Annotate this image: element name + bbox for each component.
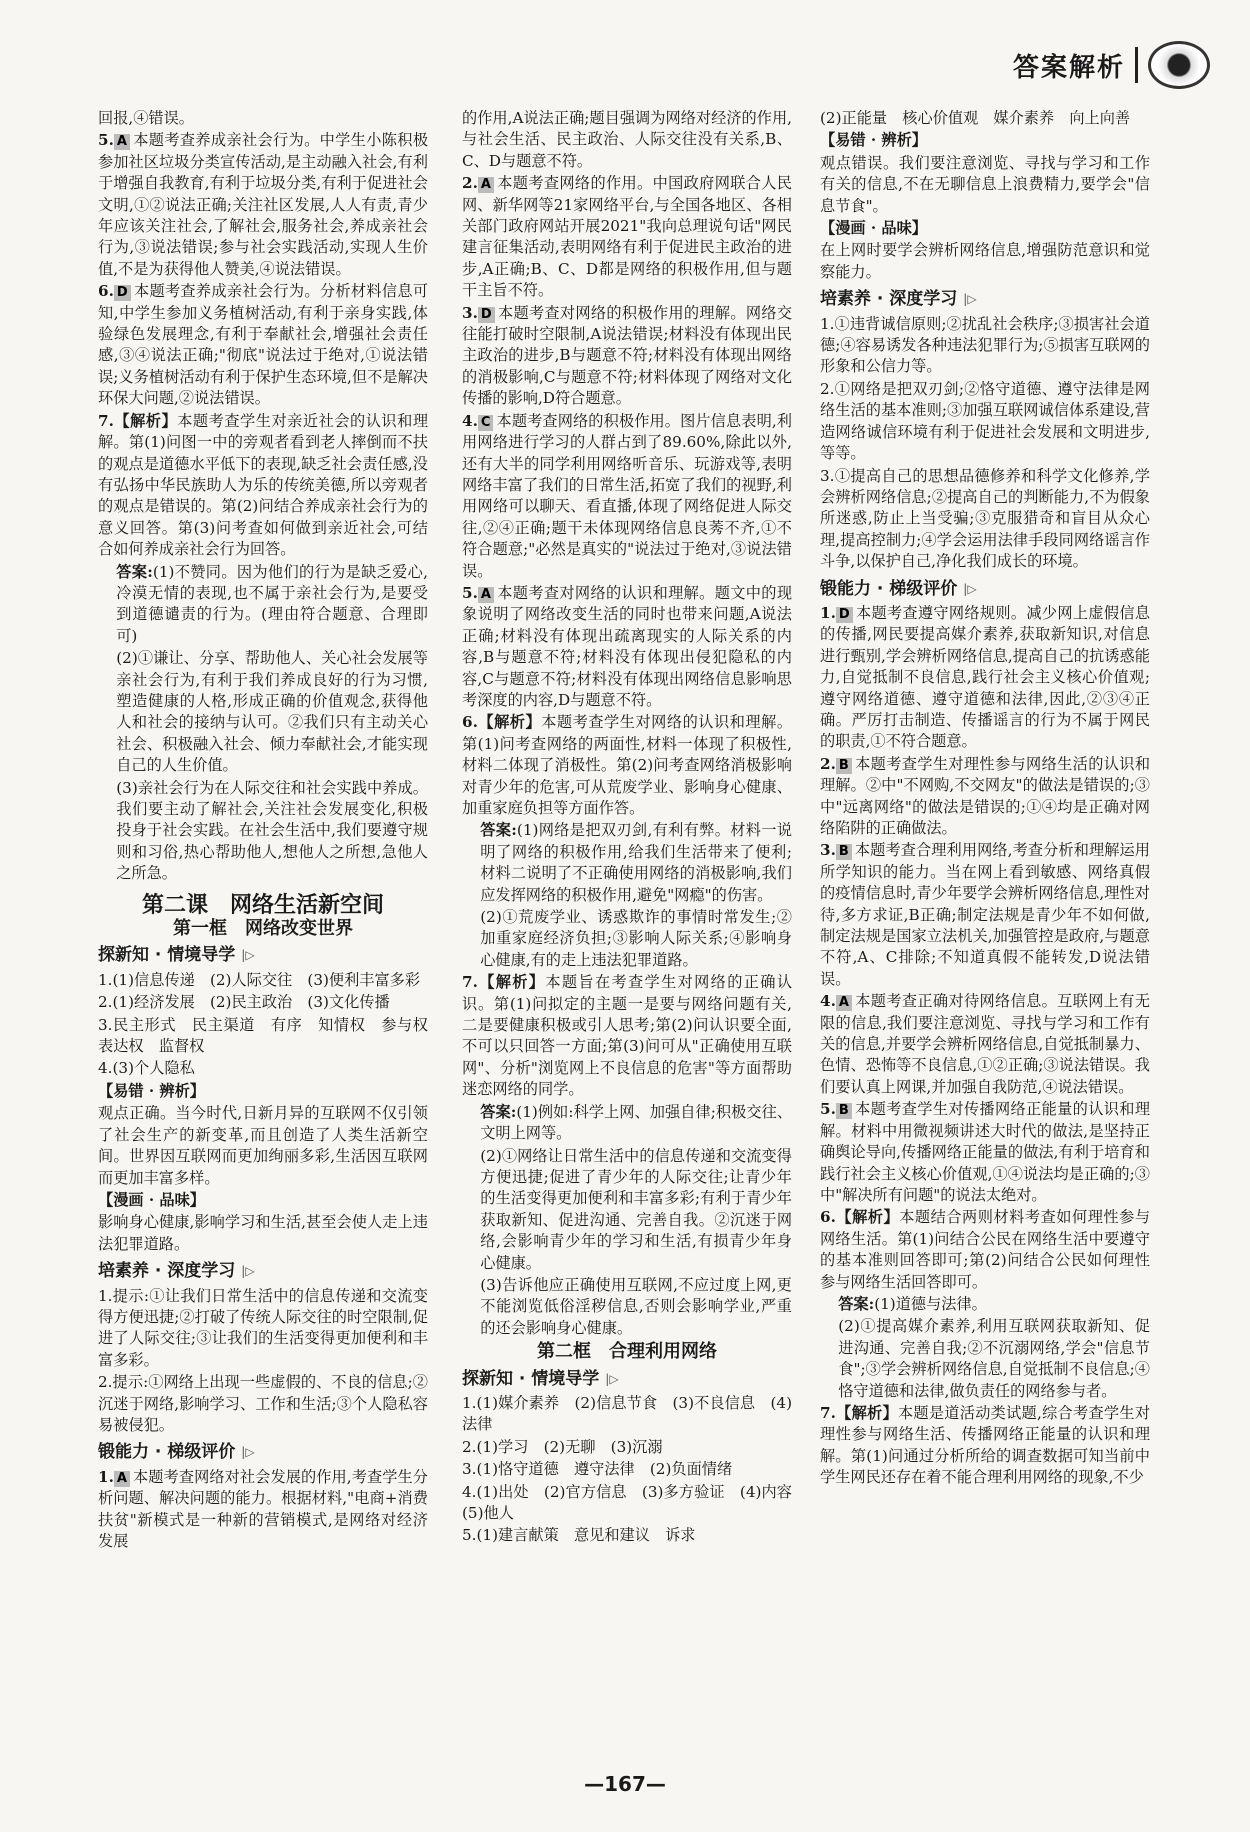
answer-item-6: 6.【解析】本题结合两则材料考查如何理性参与网络生活。第(1)问结合公民在网络生活中要遵守的基本准则回答即可;第(2)问结合公民如何理性参与网络生活回答即可。: [820, 1208, 1151, 1291]
answer-item-7: 7.【解析】本题旨在考查学生对网络的正确认识。第(1)问拟定的主题一是要与网络问题有关,二是要健康积极或引人思考;第(2)问认识要全面,不可以只回答一方面;第(3)问可从"正确使用互联网"、分析"浏览网上不良信息的危害"等方面帮助迷恋网络的同学。: [462, 973, 793, 1099]
answer-item-5: 5. A 本题考查养成亲社会行为。中学生小陈积极参加社区垃圾分类宣传活动,是主动融入社会,有利于增强自我教育,有利于垃圾分类,有利于促进社会文明,①②说法正确;关注社区发展,人人有责,青少年应该关注社会,了解社会,服务社会,养成亲社会行为,③说法错误;参与社会实践活动,实现人生价值,不是为获得他人赞美,④说法错误。: [98, 131, 428, 278]
answer-item-3: 3. B 本题考查合理利用网络,考查分析和理解运用所学知识的能力。当在网上看到敏感、网络真假的疫情信息时,青少年要学会辨析网络信息,理性对待,多方求证,B正确;制定法规是青少年不如何做,制定法规是国家立法机关,加强管控是政府,与题意不符,A、C排除;不知道真假不能转发,D说法错误。: [820, 841, 1150, 988]
answer-badge: B: [836, 1103, 852, 1119]
page-header: [940, 40, 1210, 90]
answer-text: (3)亲社会行为在人际交往和社会实践中养成。我们要主动了解社会,关注社会发展变化,积极投身于社会实践。在社会生活中,我们要遵守规则和习俗,热心帮助他人,想他人之所想,急他人之所急。: [116, 778, 428, 883]
section-heading: 锻能力 · 梯级评价 |▷: [820, 578, 977, 599]
logo-icon: [1148, 41, 1210, 89]
answer-badge: D: [478, 307, 495, 323]
frame-title: 第一框 网络改变世界: [173, 918, 353, 940]
answer-item-4: 4. A 本题考查正确对待网络信息。互联网上有无限的信息,我们要注意浏览、寻找与学习和工作有关的信息,并要学会辨析网络信息,自觉抵制暴力、色情、恐怖等不良信息,①②正确;③说法错误。我们要认真上网课,并加强自我防范,④说法错误。: [820, 992, 1150, 1096]
list-item: 2.(1)经济发展 (2)民主政治 (3)文化传播: [98, 993, 390, 1012]
answer-text: 答案:(1)不赞同。因为他们的行为是缺乏爱心,冷漠无情的表现,也不属于亲社会行为,是要受到道德谴责的行为。(理由符合题意、合理即可): [116, 562, 429, 645]
text-block: 回报,④错误。: [98, 109, 194, 127]
answer-text: (2)①网络让日常生活中的信息传递和交流变得方便迅捷;促进了青少年的人际交往;让青少年的生活变得更加便利和丰富多彩;有利于青少年获取新知、促进沟通、完善自我。②沉迷于网络,会影响青少年的学习和生活,有损青少年身心健康。: [480, 1146, 792, 1272]
column-middle: [462, 108, 808, 1548]
column-left: [98, 108, 444, 1553]
answer-badge: A: [836, 995, 852, 1011]
answer-text: (2)①谦让、分享、帮助他人、关心社会发展等亲社会行为,有利于我们养成良好的行为习惯,塑造健康的人格,形成正确的价值观念,获得他人和社会的接纳与认可。②我们只有主动关心社会、积极融入社会、倾力奉献社会,才能实现自己的人生价值。: [116, 649, 428, 775]
text-block: (2)正能量 核心价值观 媒介素养 向上向善: [820, 109, 1131, 127]
arrow-icon: |▷: [241, 1264, 255, 1279]
answer-item-2: 2. A 本题考查网络的作用。中国政府网联合人民网、新华网等21家网络平台,与全国各地区、各相关部门政府网站开展2021"我向总理说句话"网民建言征集活动,表明网络有利于促进民主政治的进步,A正确;B、C、D都是网络的积极作用,但与题干主旨不符。: [462, 174, 792, 300]
sub-heading: 【漫画 · 品味】: [820, 219, 927, 238]
section-heading: 培素养 · 深度学习 |▷: [820, 289, 977, 310]
list-item: 4.(1)出处 (2)官方信息 (3)多方验证 (4)内容 (5)他人: [462, 1482, 808, 1522]
answer-badge: D: [114, 285, 131, 301]
answer-badge: A: [478, 587, 494, 603]
sub-heading: 【易错 · 辨析】: [98, 1081, 205, 1100]
answer-item-3: 3. D 本题考查对网络的积极作用的理解。网络交往能打破时空限制,A说法错误;材料没有体现出民主政治的进步,B与题意不符;材料没有体现出网络的消极影响,C与题意不符;材料体现了网络对文化传播的影响,D符合题意。: [462, 303, 792, 408]
answer-item-7: 7.【解析】本题是道活动类试题,综合考查学生对理性参与网络生活、传播网络正能量的认识和理解。第(1)问通过分析所给的调查数据可知当前中学生网民还存在着不能合理利用网络的现象,不少: [820, 1403, 1151, 1487]
lesson-title: 第二课 网络生活新空间: [141, 892, 384, 918]
header-title: 答案解析: [1012, 52, 1125, 83]
answer-text: 答案:(1)例如:科学上网、加强自律;积极交往、文明上网等。: [480, 1102, 793, 1143]
text-block: 的作用,A说法正确;题目强调为网络对经济的作用,与社会生活、民主政治、人际交往没有关系,B、C、D与题意不符。: [462, 109, 792, 170]
arrow-icon: |▷: [241, 1445, 255, 1460]
list-item: 2.①网络是把双刃剑;②恪守道德、遵守法律是网络生活的基本准则;③加强互联网诚信体系建设,营造网络诚信环境有利于促进社会发展和文明进步,等等。: [820, 379, 1150, 463]
answer-item-6: 6.【解析】本题考查学生对网络的认识和理解。第(1)问考查网络的两面性,材料一体现了积极性,材料二体现了消极性。第(2)问考查网络消极影响对青少年的危害,可从荒废学业、影响身心健康、加重家庭负担等方面作答。: [462, 713, 793, 817]
section-heading: 锻能力 · 梯级评价 |▷: [98, 1442, 255, 1463]
list-item: 1.提示:①让我们日常生活中的信息传递和交流变得方便迅捷;②打破了传统人际交往的时空限制,促进了人际交往;③让我们的生活变得更加便利和丰富多彩。: [98, 1286, 428, 1369]
page-number: —167—: [584, 1772, 666, 1796]
answer-item-2: 2. B 本题考查学生对理性参与网络生活的认识和理解。②中"不网购,不交网友"的做法是错误的;③中"远离网络"的做法是错误的;①④均是正确对网络陷阱的正确做法。: [820, 754, 1150, 837]
arrow-icon: |▷: [241, 948, 255, 963]
sub-heading: 【易错 · 辨析】: [820, 131, 927, 150]
list-item: 5.(1)建言献策 意见和建议 诉求: [462, 1526, 696, 1545]
answer-item-6: 6. D 本题考查养成亲社会行为。分析材料信息可知,中学生参加义务植树活动,有利于亲身实践,体验绿色发展理念,有利于奉献社会,增强社会责任感,③④说法正确;"彻底"说法过于绝对,①说法错误;义务植树活动有利于保护生态环境,但不是解决环保大问题,②说法错误。: [98, 282, 428, 408]
list-item: 2.提示:①网络上出现一些虚假的、不良的信息;②沉迷于网络,影响学习、工作和生活;③个人隐私容易被侵犯。: [98, 1373, 428, 1434]
list-item: 3.(1)恪守道德 遵守法律 (2)负面情绪: [462, 1460, 733, 1479]
section-heading: 培素养 · 深度学习 |▷: [98, 1261, 255, 1282]
answer-text: (2)①提高媒介素养,利用互联网获取新知、促进沟通、完善自我;②不沉溺网络,学会"信息节食";③学会辨析网络信息,自觉抵制不良信息;④恪守道德和法律,做负责任的网络参与者。: [838, 1317, 1150, 1400]
answer-text: (3)告诉他应正确使用互联网,不应过度上网,更不能浏览低俗淫秽信息,否则会影响学业,严重的还会影响身心健康。: [480, 1275, 792, 1337]
arrow-icon: |▷: [963, 292, 977, 307]
answer-item-1: 1. A 本题考查网络对社会发展的作用,考查学生分析问题、解决问题的能力。根据材料,"电商+消费扶贫"新模式是一种新的营销模式,是网络对经济发展: [98, 1467, 428, 1550]
answer-item-5: 5. B 本题考查学生对传播网络正能量的认识和理解。材料中用微视频讲述大时代的做法,是坚持正确舆论导向,传播网络正能量的做法,有利于培育和践行社会主义核心价值观,①④说法均是正确的;③中"解决所有问题"的说法太绝对。: [820, 1100, 1150, 1204]
answer-badge: B: [836, 758, 852, 774]
answer-badge: C: [478, 415, 494, 431]
sub-heading: 【漫画 · 品味】: [98, 1190, 205, 1209]
list-item: 1.(1)媒介素养 (2)信息节食 (3)不良信息 (4)法律: [462, 1393, 792, 1434]
answer-item-5: 5. A 本题考查对网络的认识和理解。题文中的现象说明了网络改变生活的同时也带来问题,A说法正确;材料没有体现出疏离现实的人际关系的内容,B与题意不符;材料没有体现出侵犯隐私的内容,C与题意不符;材料没有体现出网络信息影响思考深度的内容,D与题意不符。: [462, 583, 792, 709]
section-heading: 探新知 · 情境导学 |▷: [98, 945, 255, 966]
answer-badge: A: [478, 177, 494, 193]
text-block: 影响身心健康,影响学习和生活,甚至会使人走上违法犯罪道路。: [98, 1213, 428, 1253]
list-item: 4.(3)个人隐私: [98, 1059, 195, 1078]
answer-badge: A: [114, 1471, 130, 1487]
list-item: 2.(1)学习 (2)无聊 (3)沉溺: [462, 1437, 663, 1456]
arrow-icon: |▷: [605, 1371, 619, 1386]
frame-title: 第二框 合理利用网络: [537, 1341, 717, 1363]
answer-text: 答案:(1)网络是把双刃剑,有利有弊。材料一说明了网络的积极作用,给我们生活带来了便利;材料二说明了不正确使用网络的消极影响,我们应发挥网络的积极作用,避免"网瘾"的伤害。: [480, 821, 793, 904]
text-block: 观点正确。当今时代,日新月异的互联网不仅引领了社会生产的新变革,而且创造了人类生活新空间。世界因互联网而更加绚丽多彩,生活因互联网而更加丰富多样。: [98, 1104, 428, 1187]
text-block: 在上网时要学会辨析网络信息,增强防范意识和觉察能力。: [820, 241, 1150, 281]
column-right: [820, 108, 1150, 1490]
text-block: 观点错误。我们要注意浏览、寻找与学习和工作有关的信息,不在无聊信息上浪费精力,要学会"信息节食"。: [820, 153, 1150, 215]
answer-badge: B: [836, 844, 852, 860]
arrow-icon: |▷: [963, 581, 977, 596]
answer-text: 答案:(1)道德与法律。: [838, 1294, 987, 1313]
answer-item-4: 4. C 本题考查网络的积极作用。图片信息表明,利用网络进行学习的人群占到了89.60%,除此以外,还有大半的同学利用网络听音乐、玩游戏等,表明网络丰富了我们的日常生活,拓宽了我们的视野,利用网络可以聊天、看直播,体现了网络促进人际交往,②④正确;题干未体现网络信息良莠不齐,①不符合题意;"必然是真实的"说法过于绝对,③说法错误。: [462, 411, 792, 580]
list-item: 1.①违背诚信原则;②扰乱社会秩序;③损害社会道德;④容易诱发各种违法犯罪行为;⑤损害互联网的形象和公信力等。: [820, 314, 1150, 376]
answer-badge: A: [114, 134, 130, 150]
answer-item-1: 1. D 本题考查遵守网络规则。减少网上虚假信息的传播,网民要提高媒介素养,获取新知识,对信息进行甄别,学会辨析网络信息,提高自己的抗诱惑能力,自觉抵制不良信息,践行社会主义核心价值观;遵守网络道德、遵守道德和法律,因此,②③④正确。严厉打击制造、传播谣言的行为不属于网民的职责,①不符合题意。: [820, 603, 1150, 751]
header-divider: [1135, 47, 1138, 83]
list-item: 1.(1)信息传递 (2)人际交往 (3)便利丰富多彩: [98, 970, 421, 989]
answer-item-7: 7.【解析】本题考查学生对亲近社会的认识和理解。第(1)问图一中的旁观者看到老人摔倒而不扶的观点是道德水平低下的表现,缺乏社会责任感,没有弘扬中华民族助人为乐的传统美德,所以旁观者的观点是错误的。第(2)问结合养成亲社会行为的意义回答。第(3)问考查如何做到亲近社会,可结合如何养成亲社会行为回答。: [98, 411, 429, 559]
section-heading: 探新知 · 情境导学 |▷: [462, 1368, 619, 1389]
list-item: 3.①提高自己的思想品德修养和科学文化修养,学会辨析网络信息;②提高自己的判断能力,不为假象所迷惑,防止上当受骗;③克服猎奇和盲目从众心理,提高控制力;④学会运用法律手段同网络谣言作斗争,以保护自己,净化我们成长的环境。: [820, 466, 1150, 571]
answer-text: (2)①荒废学业、诱惑欺诈的事情时常发生;②加重家庭经济负担;③影响人际关系;④影响身心健康,有的走上违法犯罪道路。: [480, 908, 792, 969]
answer-badge: D: [836, 607, 853, 623]
list-item: 3.民主形式 民主渠道 有序 知情权 参与权 表达权 监督权: [98, 1015, 444, 1056]
